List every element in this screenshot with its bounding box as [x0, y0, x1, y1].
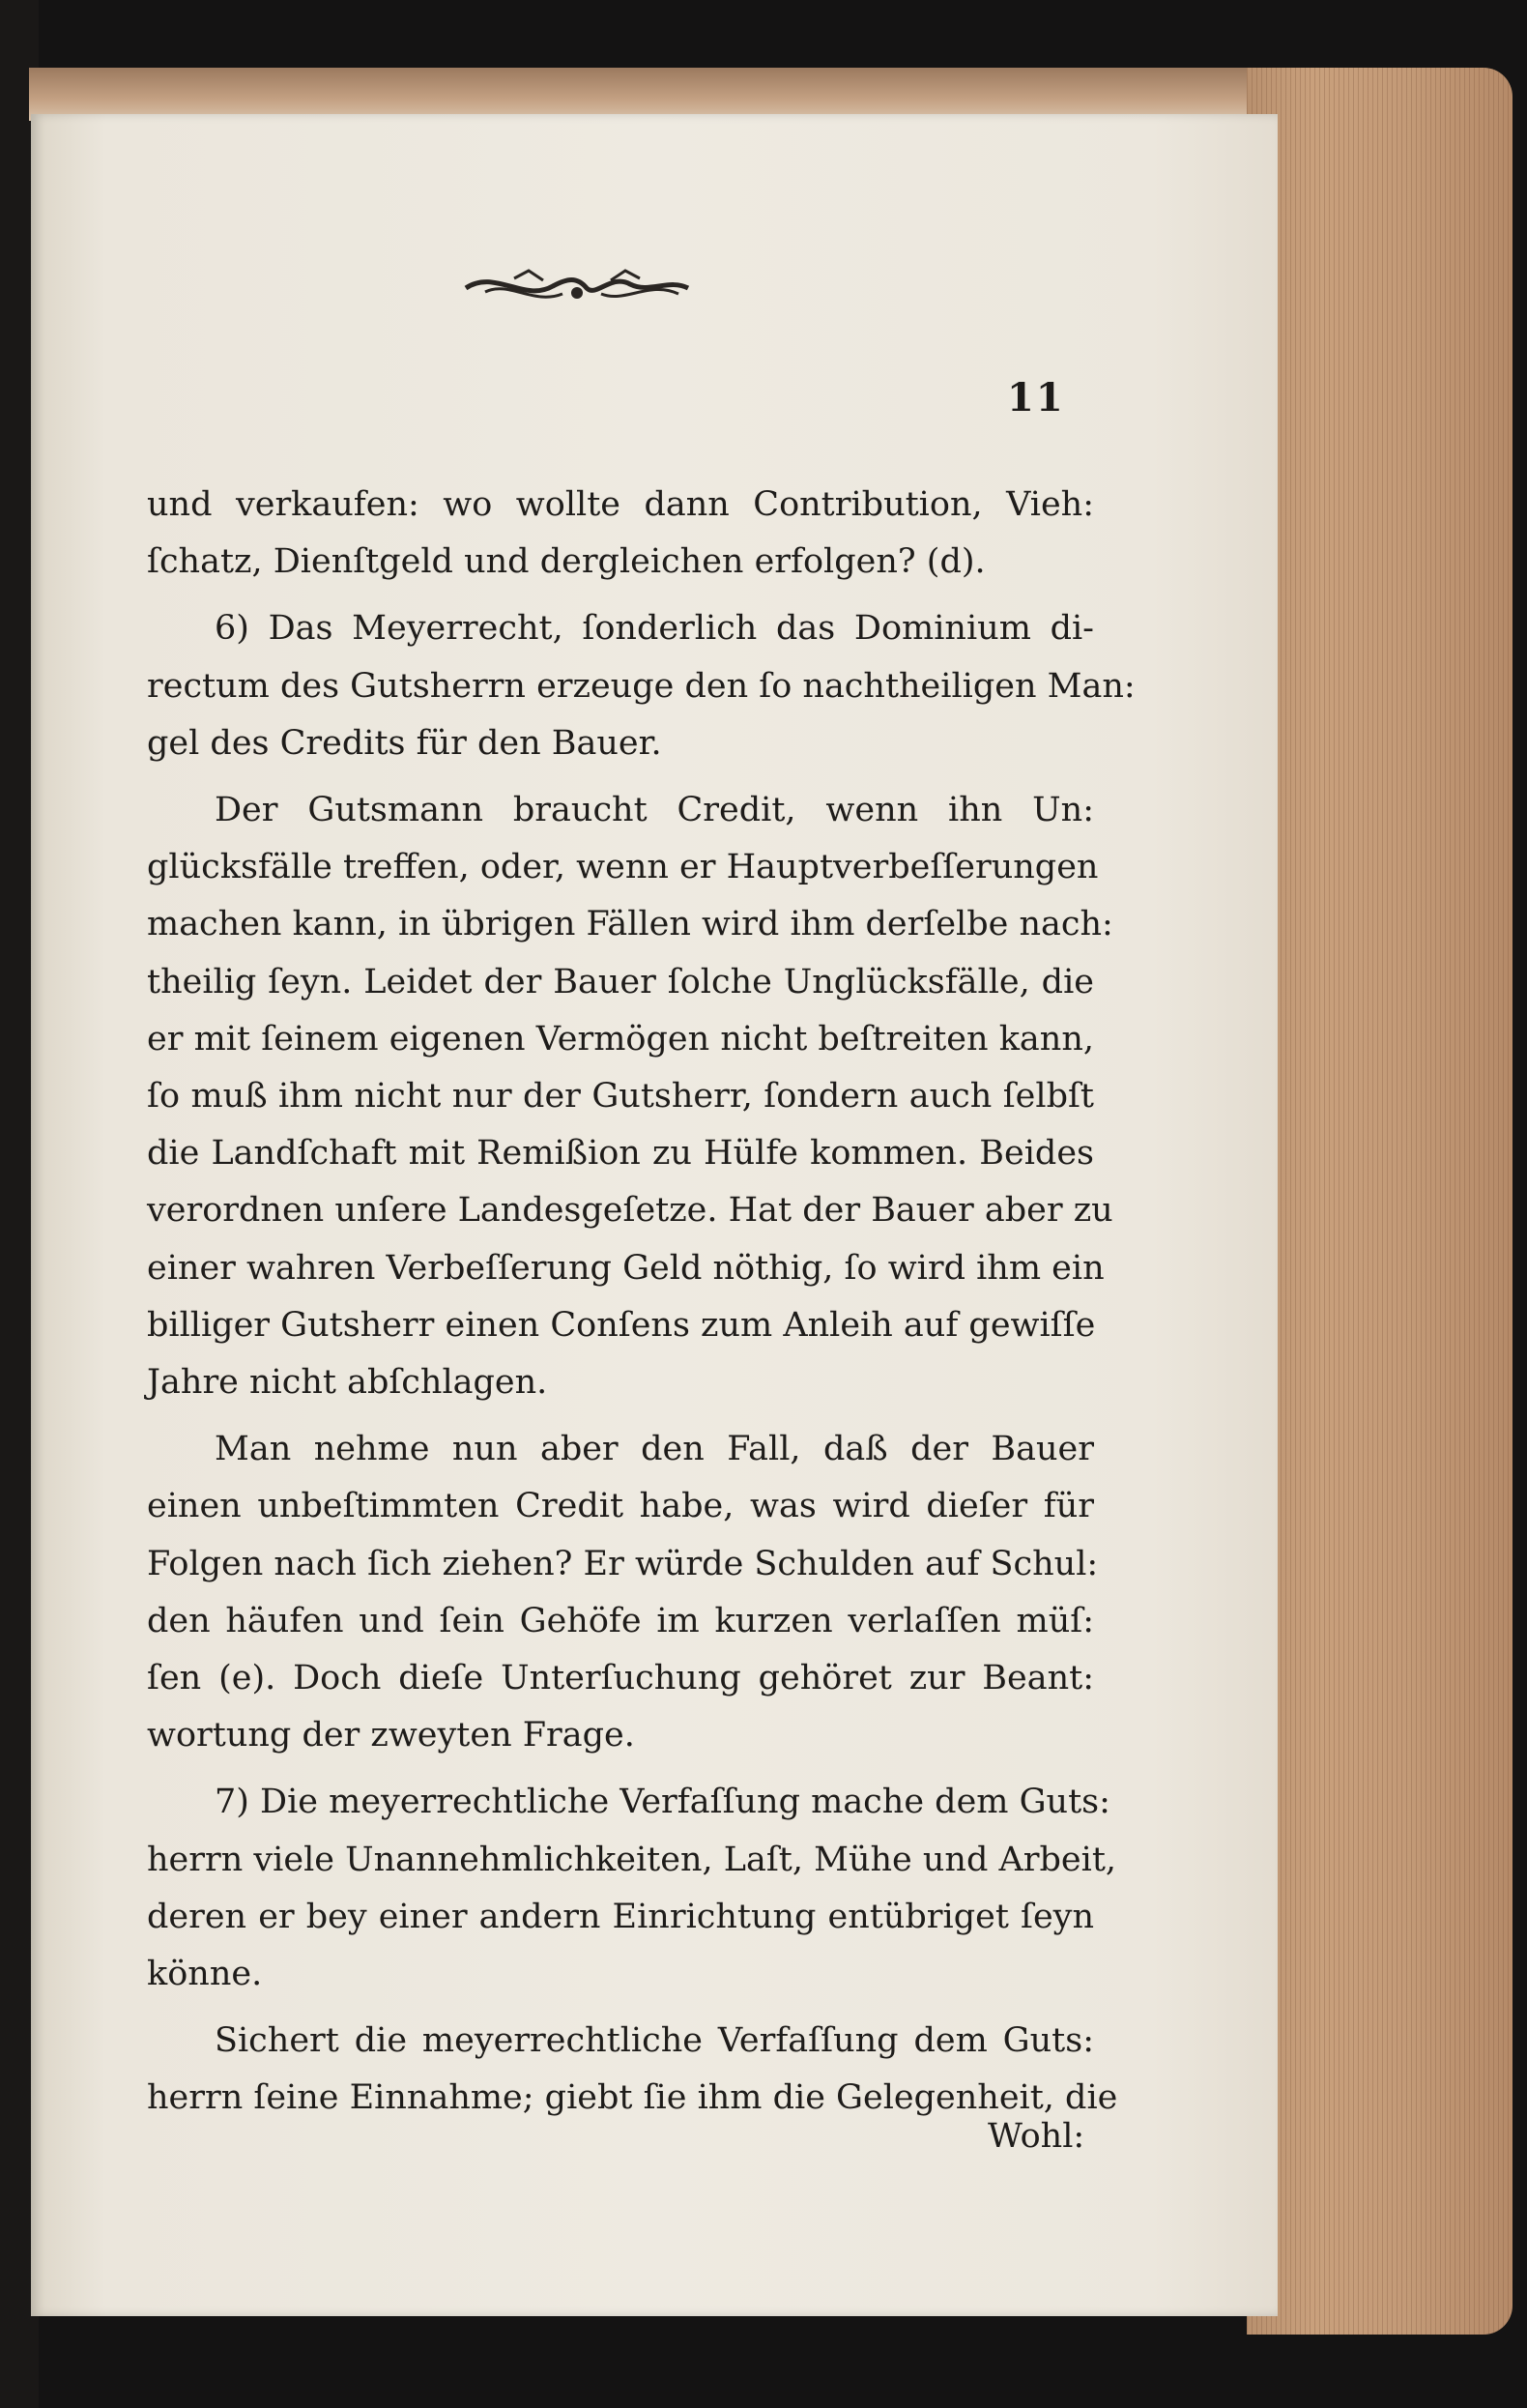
text-line: Sichert die meyerrechtliche Verfaſſung dem Guts: — [215, 2021, 1094, 2061]
book-fore-edge — [1247, 68, 1513, 2335]
text-line: Der Gutsmann braucht Credit, wenn ihn Un: — [215, 791, 1094, 830]
book-page — [31, 114, 1278, 2316]
catchword: Wohl: — [988, 2117, 1085, 2156]
text-line: glücksfälle treffen, oder, wenn er Hauptverbeſſerungen — [147, 848, 1099, 887]
text-line: und verkaufen: wo wollte dann Contribution, Vieh: — [147, 485, 1094, 524]
text-line: 7) Die meyerrechtliche Verfaſſung mache dem Guts: — [215, 1783, 1110, 1822]
text-line: er mit ſeinem eigenen Vermögen nicht beſtreiten kann, — [147, 1019, 1094, 1059]
text-line: den häufen und ſein Gehöfe im kurzen verlaſſen müſ: — [147, 1601, 1094, 1640]
text-line: 6) Das Meyerrecht, ſonderlich das Dominium di- — [215, 609, 1094, 649]
page-number: 11 — [1007, 375, 1065, 421]
text-line: deren er bey einer andern Einrichtung entübriget ſeyn — [147, 1897, 1094, 1936]
text-line: ſchatz, Dienſtgeld und dergleichen erfolgen? (d). — [147, 542, 986, 582]
text-line: die Landſchaft mit Remißion zu Hülfe kommen. Beides — [147, 1134, 1094, 1174]
text-line: billiger Gutsherr einen Conſens zum Anleih auf gewiſſe — [147, 1305, 1096, 1345]
text-line: herrn viele Unannehmlichkeiten, Laſt, Mühe und Arbeit, — [147, 1840, 1117, 1879]
text-line: gel des Credits für den Bauer. — [147, 723, 662, 763]
text-line: machen kann, in übrigen Fällen wird ihm derſelbe nach: — [147, 905, 1113, 944]
main-text — [147, 477, 1136, 2128]
text-line: theilig ſeyn. Leidet der Bauer ſolche Unglücksfälle, die — [147, 962, 1094, 1001]
text-line: Folgen nach ſich ziehen? Er würde Schulden auf Schul: — [147, 1544, 1099, 1583]
text-line: könne. — [147, 1955, 263, 1994]
text-line: Man nehme nun aber den Fall, daß der Bauer — [215, 1430, 1094, 1469]
text-line: rectum des Gutsherrn erzeuge den ſo nachtheiligen Man: — [147, 666, 1136, 706]
text-line: verordnen unſere Landesgeſetze. Hat der Bauer aber zu — [147, 1191, 1113, 1231]
text-line: ſo muß ihm nicht nur der Gutsherr, ſondern auch ſelbſt — [147, 1077, 1094, 1117]
text-line: herrn ſeine Einnahme; giebt ſie ihm die Gelegenheit, die — [147, 2078, 1118, 2118]
printer-ornament-icon — [456, 259, 698, 317]
text-line: einen unbeſtimmten Credit habe, was wird dieſer für — [147, 1487, 1094, 1526]
text-line: ſen (e). Doch dieſe Unterſuchung gehöret zur Beant: — [147, 1659, 1094, 1698]
text-line: Jahre nicht abſchlagen. — [147, 1363, 548, 1403]
text-line: wortung der zweyten Frage. — [147, 1716, 635, 1755]
text-line: einer wahren Verbeſſerung Geld nöthig, ſo wird ihm ein — [147, 1248, 1105, 1288]
page-top-edge — [29, 68, 1421, 121]
